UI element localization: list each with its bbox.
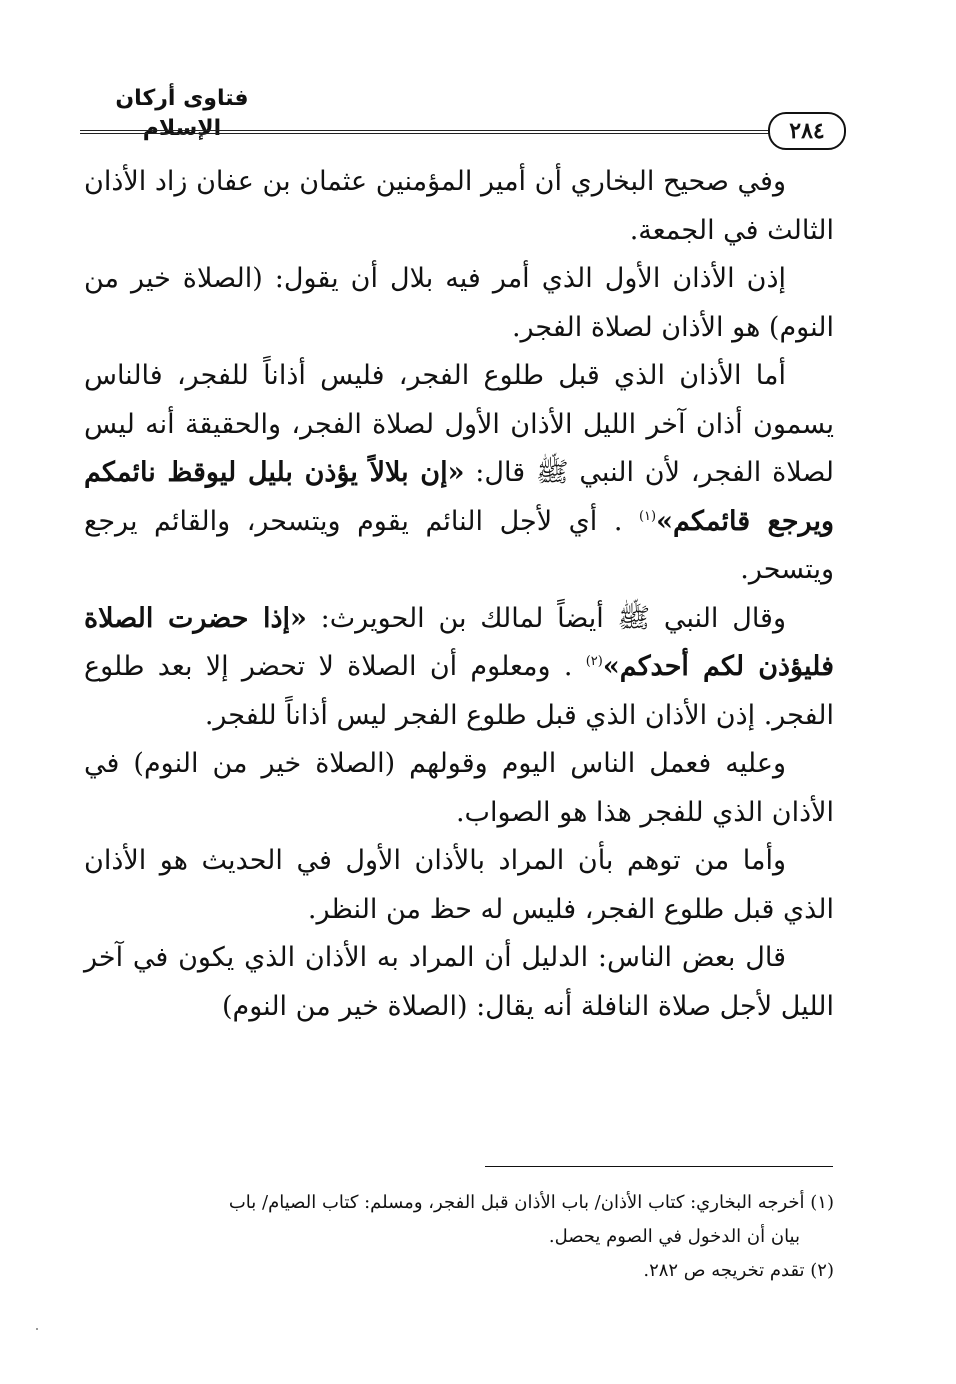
footnote-1: (١) أخرجه البخاري: كتاب الأذان/ باب الأذان قبل الفجر، ومسلم: كتاب الصيام/ باب — [228, 1192, 834, 1213]
header-rule — [80, 130, 770, 134]
footnote-ref: (٢) — [585, 654, 603, 669]
footnote-rule — [485, 1166, 833, 1167]
paragraph — [84, 352, 834, 595]
footnote-ref: (١) — [638, 508, 657, 524]
paragraph: إذن الأذان الأول الذي أمر فيه بلال أن يقول: (الصلاة خير من النوم) هو الأذان لصلاة الفجر. — [84, 263, 834, 343]
paragraph — [84, 595, 834, 741]
paragraph: قال بعض الناس: الدليل أن المراد به الأذان الذي يكون في آخر الليل لأجل صلاة النافلة أنه يقال: (الصلاة خير من النوم) — [84, 942, 834, 1022]
paragraph: وأما من توهم بأن المراد بالأذان الأول في الحديث هو الأذان الذي قبل طلوع الفجر، فليس له حظ من النظر. — [84, 845, 834, 925]
paragraph: وفي صحيح البخاري أن أمير المؤمنين عثمان بن عفان زاد الأذان الثالث في الجمعة. — [84, 166, 834, 246]
paragraph-text: . ومعلوم أن الصلاة لا تحضر إلا بعد طلوع الفجر. إذن الأذان الذي قبل طلوع الفجر ليس أذاناً للفجر. — [84, 651, 834, 731]
running-title: فتاوى أركان الإسلام — [115, 86, 249, 141]
hadith-quote: «إذا حضرت الصلاة فليؤذن لكم أحدكم» — [84, 602, 834, 682]
paragraph-text: وقال النبي ﷺ أيضاً لمالك بن الحويرث: — [306, 602, 786, 634]
scan-speck — [36, 1328, 38, 1330]
hadith-quote: «إن بلالاً يؤذن بليل ليوقظ نائمكم ويرجع قائمكم» — [84, 457, 834, 537]
paragraph: وعليه فعمل الناس اليوم وقولهم (الصلاة خير من النوم) في الأذان الذي للفجر هذا هو الصواب. — [84, 748, 834, 828]
paragraph-text: أما الأذان الذي قبل طلوع الفجر، فليس أذاناً للفجر، فالناس يسمون أذان آخر الليل الأذان الأول لصلاة الفجر، والحقيقة أنه ليس لصلاة الفجر، لأن النبي ﷺ قال: — [84, 360, 834, 488]
footnote-2: (٢) تقدم تخريجه ص ٢٨٢. — [643, 1260, 834, 1281]
footnote-1-continued: بيان أن الدخول في الصوم يحصل. — [548, 1226, 800, 1247]
page-number: ٢٨٤ — [768, 112, 846, 150]
paragraph-text: . أي لأجل النائم يقوم ويتسحر، والقائم يرجع ويتسحر. — [84, 505, 834, 585]
footnotes — [84, 1186, 834, 1288]
main-text — [84, 158, 834, 1031]
